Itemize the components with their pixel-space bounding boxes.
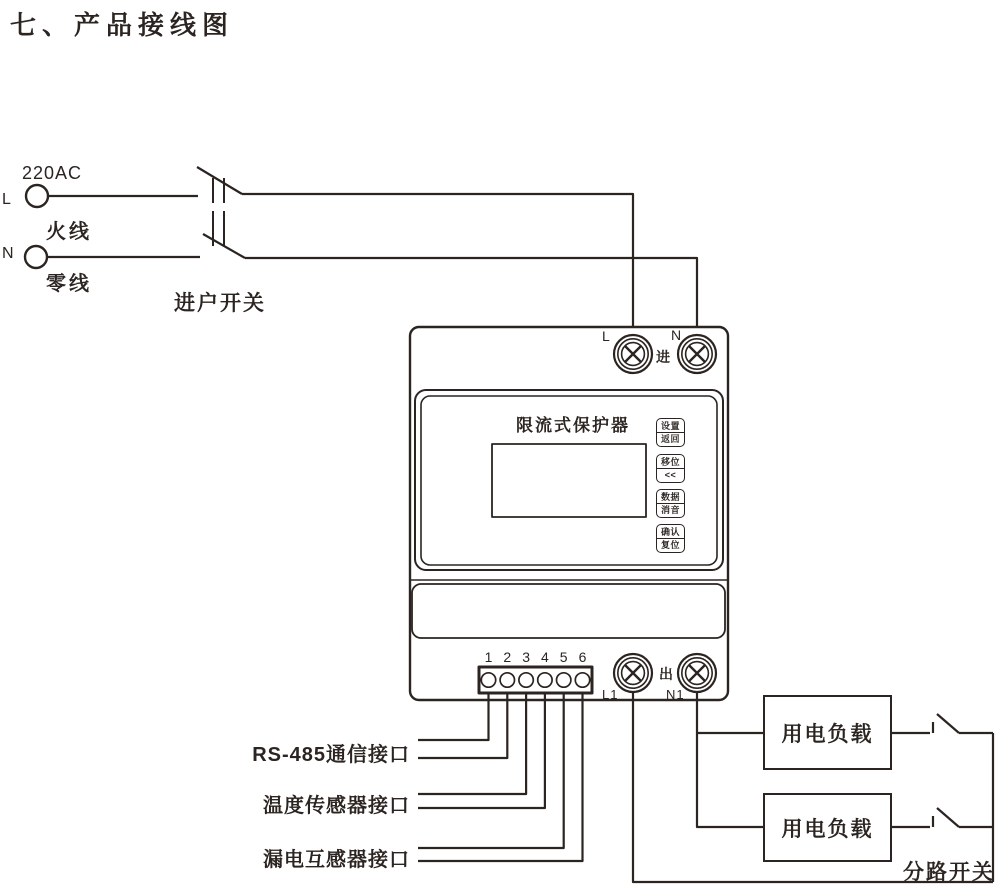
terminal-number-1: 1 bbox=[484, 649, 493, 665]
device-terminal-L1-label: L1 bbox=[602, 687, 619, 702]
rs485-interface-label: RS-485通信接口 bbox=[252, 744, 410, 766]
device-terminal-N1-label: N1 bbox=[666, 687, 685, 702]
source-voltage-label: 220AC bbox=[22, 163, 83, 183]
button-shift-arrows-label: << bbox=[657, 468, 684, 481]
entry-switch-linkage bbox=[213, 178, 224, 246]
terminal-number-2: 2 bbox=[503, 649, 512, 665]
signal-terminal-2 bbox=[500, 673, 514, 687]
device-output-label: 出 bbox=[659, 666, 673, 682]
button-confirm-reset[interactable] bbox=[656, 524, 685, 553]
terminal-number-3: 3 bbox=[522, 649, 530, 665]
live-wire-to-device bbox=[242, 194, 633, 336]
device-terminal-L-label: L bbox=[602, 328, 610, 344]
screw-terminal-L bbox=[614, 335, 652, 373]
load-box-1 bbox=[763, 695, 892, 770]
source-neutral-terminal-circle bbox=[25, 246, 47, 268]
button-set-label: 设置 bbox=[660, 421, 680, 431]
leakage-ct-wire-b bbox=[418, 693, 583, 861]
device-name: 限流式保护器 bbox=[516, 416, 630, 435]
entry-switch-live-blade bbox=[197, 167, 242, 194]
button-data-label: 数据 bbox=[660, 491, 680, 502]
terminal-number-6: 6 bbox=[578, 649, 587, 665]
load2-label: 用电负载 bbox=[781, 817, 874, 841]
button-mute-label: 消音 bbox=[657, 503, 684, 516]
source-live-terminal-circle bbox=[26, 185, 48, 207]
device-terminal-N-label: N bbox=[671, 327, 682, 343]
button-return-label: 返回 bbox=[657, 432, 684, 445]
neutral-wire-label: 零线 bbox=[46, 273, 92, 295]
load-box-2 bbox=[763, 793, 892, 862]
signal-terminal-5 bbox=[557, 673, 571, 687]
button-reset-label: 复位 bbox=[657, 538, 684, 551]
terminal-number-4: 4 bbox=[540, 649, 549, 665]
live-wire-label: 火线 bbox=[46, 221, 92, 243]
source-live-terminal-label: L bbox=[2, 191, 11, 208]
temperature-sensor-interface-label: 温度传感器接口 bbox=[263, 795, 410, 817]
signal-terminal-4 bbox=[538, 673, 552, 687]
leakage-ct-wire-a bbox=[418, 693, 564, 848]
button-confirm-label: 确认 bbox=[660, 527, 680, 537]
screw-terminal-L1 bbox=[614, 654, 652, 692]
source-neutral-terminal-label: N bbox=[2, 245, 14, 262]
button-data-mute[interactable] bbox=[656, 489, 685, 518]
load1-label: 用电负载 bbox=[781, 722, 874, 746]
branch-switch-label: 分路开关 bbox=[903, 861, 995, 884]
device-input-label: 进 bbox=[656, 349, 670, 365]
rs485-wire-b bbox=[418, 693, 507, 758]
signal-terminal-1 bbox=[481, 673, 495, 687]
entry-switch-label: 进户开关 bbox=[174, 292, 266, 315]
button-shift-label: 移位 bbox=[660, 456, 680, 467]
button-shift[interactable] bbox=[656, 454, 685, 483]
screw-terminal-N bbox=[678, 335, 716, 373]
branch-switch2-blade bbox=[937, 808, 959, 827]
signal-terminal-6 bbox=[575, 673, 589, 687]
branch-switch1-blade bbox=[937, 714, 959, 733]
leakage-ct-interface-label: 漏电互感器接口 bbox=[263, 849, 410, 871]
temp-sensor-wire-a bbox=[418, 693, 526, 794]
button-set-return[interactable] bbox=[656, 418, 685, 447]
n1-output-wire bbox=[697, 693, 763, 827]
terminal-number-5: 5 bbox=[559, 649, 568, 665]
signal-terminal-3 bbox=[519, 673, 533, 687]
neutral-wire-to-device bbox=[245, 258, 697, 336]
page-title: 七、产品接线图 bbox=[10, 10, 235, 40]
